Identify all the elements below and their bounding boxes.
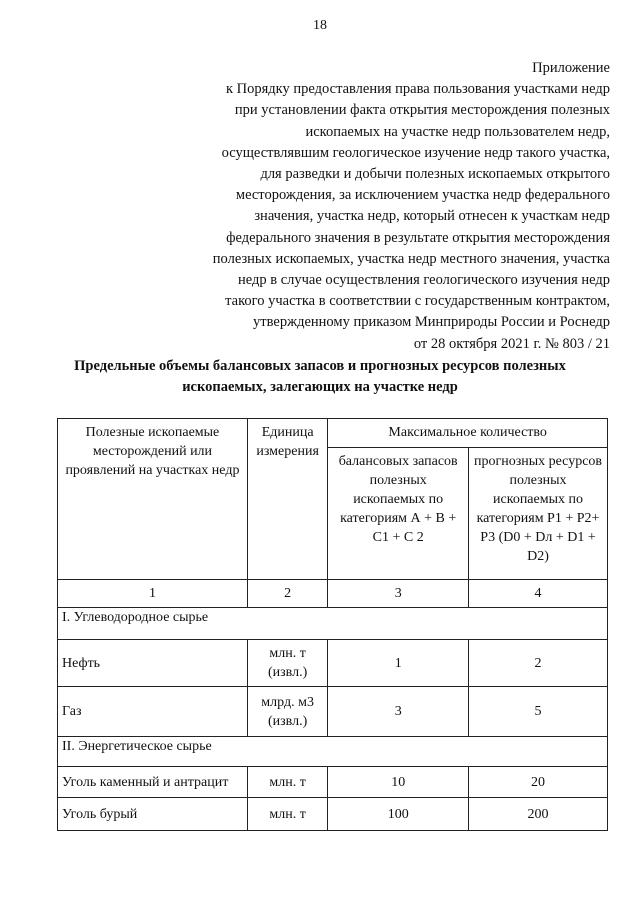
appendix-line: такого участка в соответствии с государственным контрактом, (225, 293, 610, 310)
appendix-line: ископаемых на участке недр пользователем недр, (305, 123, 610, 140)
mineral-name: Уголь каменный и антрацит (58, 767, 248, 798)
header-forecast-resources: прогнозных ресурсов полезных ископаемых по категориям Р1 + Р2+ Р3 (D0 + Dл + D1 + D2) (469, 448, 608, 580)
reserves-table (57, 418, 608, 831)
appendix-line: к Порядку предоставления права пользования участками недр (225, 81, 610, 98)
appendix-line: осуществлявшим геологическое изучение недр такого участка, (221, 144, 610, 161)
forecast-value: 20 (469, 767, 608, 798)
column-numbers-row (58, 580, 608, 608)
appendix-line: при установлении факта открытия месторождения полезных (234, 102, 610, 119)
unit-cell: млн. т (247, 798, 327, 831)
title-line: ископаемых, залегающих на участке недр (182, 379, 458, 395)
page-number: 18 (313, 18, 327, 33)
appendix-line: месторождения, за исключением участка недр федерального (235, 187, 610, 204)
mineral-name: Уголь бурый (58, 798, 248, 831)
forecast-value: 2 (469, 640, 608, 687)
balance-value: 10 (328, 767, 469, 798)
column-number: 1 (58, 580, 248, 608)
table-row (58, 798, 608, 831)
header-minerals: Полезные ископаемые месторождений или проявлений на участках недр (58, 419, 248, 580)
document-title (40, 356, 600, 398)
header-max-quantity: Максимальное количество (328, 419, 608, 448)
appendix-line: недр в случае осуществления геологического изучения недр (237, 272, 610, 289)
balance-value: 3 (328, 687, 469, 737)
appendix-block (170, 58, 610, 355)
forecast-value: 200 (469, 798, 608, 831)
balance-value: 100 (328, 798, 469, 831)
unit-cell: млрд. м3 (извл.) (247, 687, 327, 737)
column-number: 3 (328, 580, 469, 608)
section-row (58, 737, 608, 767)
mineral-name: Газ (58, 687, 248, 737)
section-title: II. Энергетическое сырье (58, 737, 608, 767)
balance-value: 1 (328, 640, 469, 687)
header-balance-reserves: балансовых запасов полезных ископаемых по категориям А + В + С1 + С 2 (328, 448, 469, 580)
column-number: 2 (247, 580, 327, 608)
table-header-row (58, 419, 608, 448)
appendix-line: Приложение (532, 60, 610, 76)
forecast-value: 5 (469, 687, 608, 737)
table-row (58, 640, 608, 687)
appendix-line: утвержденному приказом Минприроды России и Роснедр (253, 314, 610, 331)
appendix-line: для разведки и добычи полезных ископаемых открытого (260, 166, 610, 183)
section-title: I. Углеводородное сырье (58, 608, 608, 640)
unit-cell: млн. т (247, 767, 327, 798)
table-row (58, 687, 608, 737)
unit-cell: млн. т (извл.) (247, 640, 327, 687)
mineral-name: Нефть (58, 640, 248, 687)
appendix-line: федерального значения в результате открытия месторождения (226, 229, 610, 246)
appendix-line: полезных ископаемых, участка недр местного значения, участка (212, 250, 610, 267)
section-row (58, 608, 608, 640)
title-line: Предельные объемы балансовых запасов и прогнозных ресурсов полезных (74, 358, 566, 374)
column-number: 4 (469, 580, 608, 608)
header-unit: Единица измерения (247, 419, 327, 580)
table-row (58, 767, 608, 798)
appendix-line: значения, участка недр, который отнесен к участкам недр (254, 208, 610, 225)
appendix-line: от 28 октября 2021 г. № 803 / 21 (413, 335, 610, 352)
